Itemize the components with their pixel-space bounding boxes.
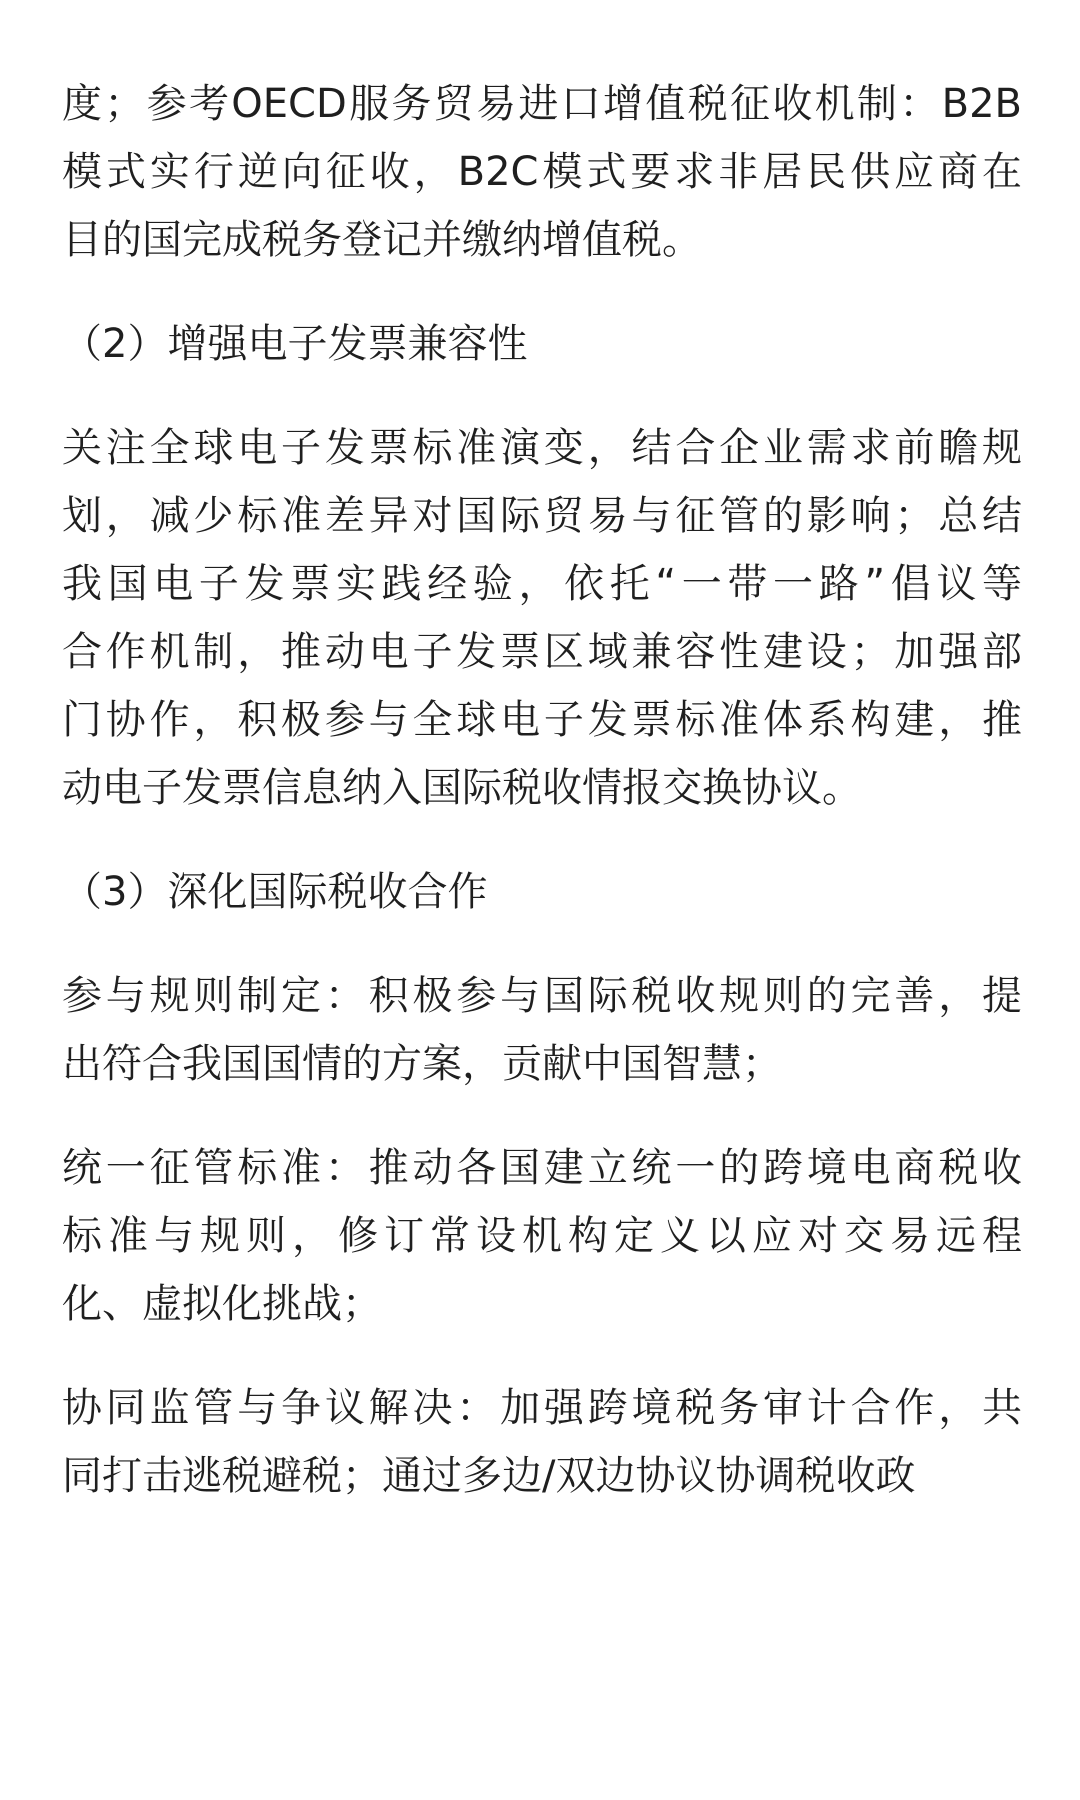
paragraph-line: 化、虚拟化挑战； xyxy=(62,1281,382,1327)
section-heading-tax-cooperation: （3）深化国际税收合作 xyxy=(62,869,488,915)
paragraph-line: 动电子发票信息纳入国际税收情报交换协议。 xyxy=(62,765,862,811)
section-heading-e-invoice-compatibility: （2）增强电子发票兼容性 xyxy=(62,321,528,367)
paragraph-line: 门协作，积极参与全球电子发票标准体系构建，推 xyxy=(62,697,1022,743)
paragraph-line: 统一征管标准：推动各国建立统一的跨境电商税收 xyxy=(62,1145,1022,1191)
paragraph-line: 关注全球电子发票标准演变，结合企业需求前瞻规 xyxy=(62,425,1022,471)
paragraph-line: 目的国完成税务登记并缴纳增值税。 xyxy=(62,217,702,263)
paragraph-line: 我国电子发票实践经验，依托“一带一路”倡议等 xyxy=(62,561,1022,607)
paragraph-line: 度；参考OECD服务贸易进口增值税征收机制：B2B xyxy=(62,81,1022,127)
paragraph-line: 同打击逃税避税；通过多边/双边协议协调税收政 xyxy=(62,1453,916,1499)
paragraph-line: 参与规则制定：积极参与国际税收规则的完善，提 xyxy=(62,973,1022,1019)
paragraph-line: 模式实行逆向征收，B2C模式要求非居民供应商在 xyxy=(62,149,1022,195)
paragraph-line: 出符合我国国情的方案，贡献中国智慧； xyxy=(62,1041,782,1087)
paragraph-line: 合作机制，推动电子发票区域兼容性建设；加强部 xyxy=(62,629,1022,675)
paragraph-line: 划，减少标准差异对国际贸易与征管的影响；总结 xyxy=(62,493,1022,539)
paragraph-line: 标准与规则，修订常设机构定义以应对交易远程 xyxy=(62,1213,1022,1259)
paragraph-line: 协同监管与争议解决：加强跨境税务审计合作，共 xyxy=(62,1385,1022,1431)
